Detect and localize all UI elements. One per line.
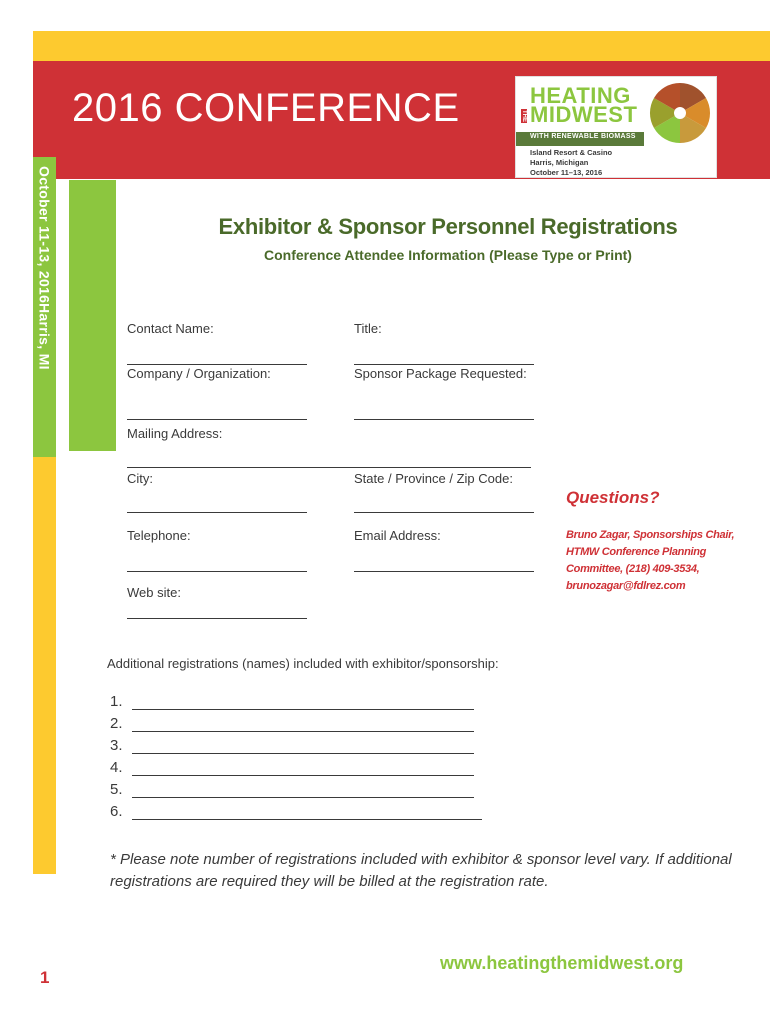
form-title: Exhibitor & Sponsor Personnel Registrations (218, 214, 678, 239)
registration-row (110, 759, 474, 776)
website-label: Web site: (127, 585, 181, 600)
side-date: October 11-13, 2016 (36, 166, 53, 304)
state-zip-label: State / Province / Zip Code: (354, 471, 513, 486)
company-field[interactable] (127, 419, 307, 420)
registration-name-field[interactable] (132, 696, 474, 710)
website-link[interactable]: www.heatingthemidwest.org (440, 953, 684, 973)
logo-city: Harris, Michigan (530, 158, 589, 167)
registration-name-field[interactable] (132, 784, 474, 798)
logo-event-details (530, 148, 612, 178)
registration-number: 5. (110, 781, 123, 798)
logo-word-heating: HEATING (530, 83, 631, 108)
side-place: Harris, MI (36, 303, 53, 371)
side-date-location (33, 166, 56, 406)
registration-row (110, 737, 474, 754)
registration-name-field[interactable] (132, 806, 482, 820)
registration-number: 2. (110, 715, 123, 732)
sponsor-package-label: Sponsor Package Requested: (354, 366, 527, 381)
heating-the-midwest-logo (515, 76, 717, 178)
conference-title: 2016 CONFERENCE (72, 86, 460, 130)
mailing-address-label: Mailing Address: (127, 426, 223, 441)
email-label: Email Address: (354, 528, 441, 543)
telephone-label: Telephone: (127, 528, 191, 543)
header-yellow-band (33, 31, 770, 61)
side-yellow-bar (33, 457, 56, 874)
city-field[interactable] (127, 512, 307, 513)
contact-name-field[interactable] (127, 364, 307, 365)
registration-name-field[interactable] (132, 740, 474, 754)
logo-venue: Island Resort & Casino (530, 148, 613, 157)
title-field[interactable] (354, 364, 534, 365)
additional-registrations-label: Additional registrations (names) included with exhibitor/sponsorship: (107, 656, 499, 671)
biomass-wheel-icon (649, 82, 711, 144)
registration-name-field[interactable] (132, 762, 474, 776)
company-label: Company / Organization: (127, 366, 271, 381)
registration-row (110, 803, 482, 820)
registration-number: 3. (110, 737, 123, 754)
mailing-address-field[interactable] (127, 467, 531, 468)
registration-row (110, 781, 474, 798)
page-number: 1 (40, 968, 50, 987)
telephone-field[interactable] (127, 571, 307, 572)
logo-dates: October 11–13, 2016 (530, 168, 603, 177)
registration-name-field[interactable] (132, 718, 474, 732)
title-label: Title: (354, 321, 382, 336)
registration-row (110, 693, 474, 710)
contact-name-label: Contact Name: (127, 321, 214, 336)
registration-note: * Please note number of registrations included with exhibitor & sponsor level vary. If additional registrations are required they will be billed at the registration rate. (110, 851, 732, 890)
registration-number: 4. (110, 759, 123, 776)
sponsor-package-field[interactable] (354, 419, 534, 420)
questions-contact: Bruno Zagar, Sponsorships Chair, HTMW Conference Planning Committee, (218) 409-3534, brunozagar@fdlrez.com (566, 529, 735, 592)
website-field[interactable] (127, 618, 307, 619)
form-subtitle: Conference Attendee Information (Please Type or Print) (264, 247, 632, 263)
logo-word-the: THE (521, 110, 527, 122)
state-zip-field[interactable] (354, 512, 534, 513)
registration-row (110, 715, 474, 732)
city-label: City: (127, 471, 153, 486)
logo-word-midwest: MIDWEST (530, 102, 638, 127)
registration-number: 6. (110, 803, 123, 820)
logo-tagline: WITH RENEWABLE BIOMASS (530, 133, 636, 140)
email-field[interactable] (354, 571, 534, 572)
questions-heading: Questions? (566, 488, 660, 507)
registration-number: 1. (110, 693, 123, 710)
